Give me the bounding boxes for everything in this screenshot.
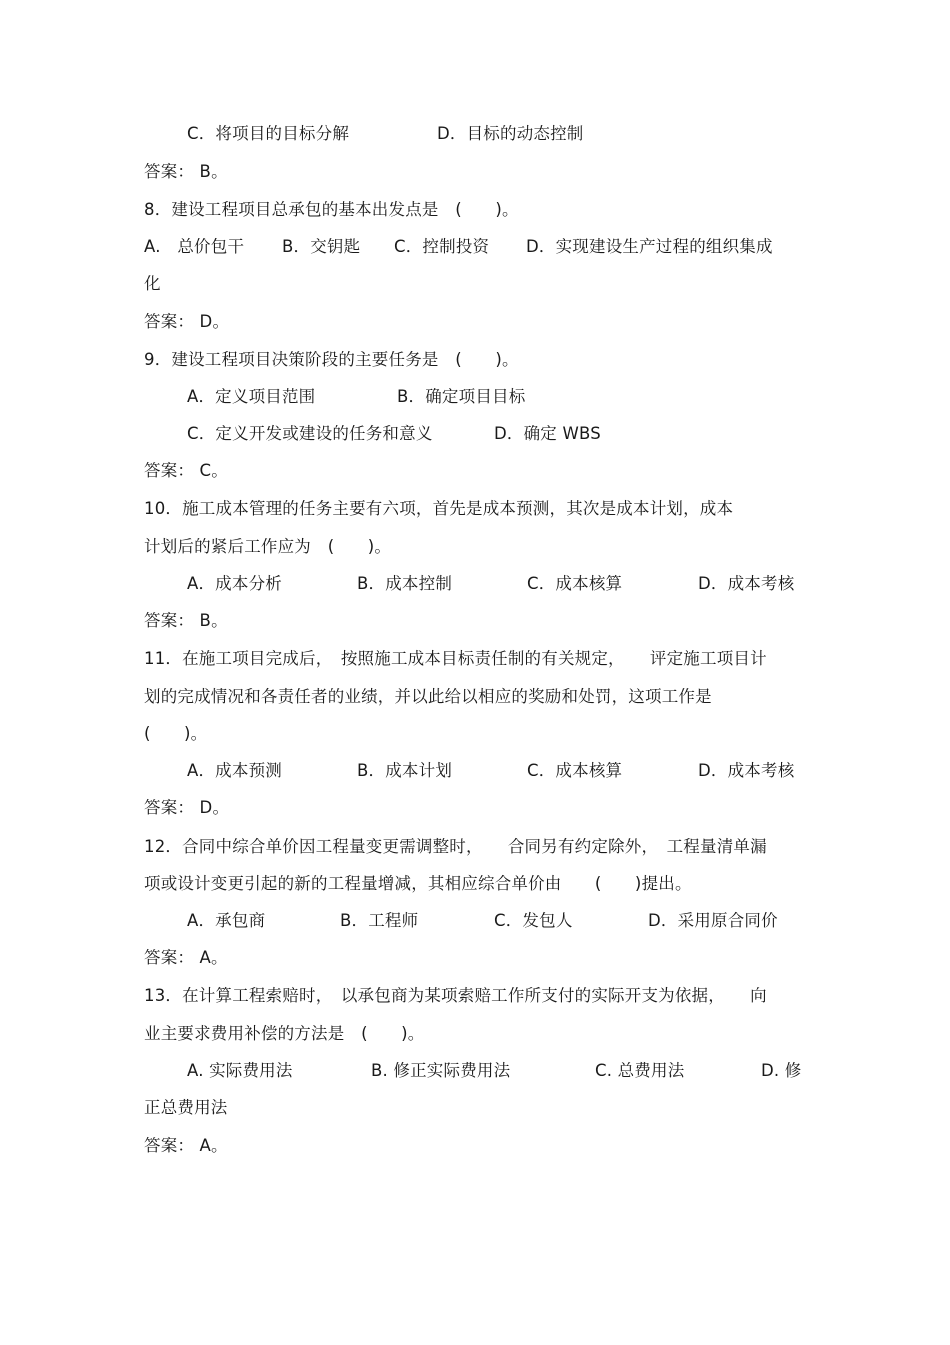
q9-option-b: B．确定项目目标 <box>397 387 526 406</box>
q10-answer: 答案： B。 <box>144 611 228 630</box>
q12-option-b: B．工程师 <box>340 911 419 930</box>
q8-stem: 8．建设工程项目总承包的基本出发点是 ( )。 <box>144 200 519 219</box>
q7-answer: 答案： B。 <box>144 162 228 181</box>
q8-option-a: A. 总价包干 <box>144 237 245 256</box>
q9-option-d: D．确定 WBS <box>494 424 601 443</box>
q8-option-d: D．实现建设生产过程的组织集成 <box>526 237 773 256</box>
q8-answer: 答案： D。 <box>144 312 230 331</box>
q12-option-d: D．采用原合同价 <box>648 911 778 930</box>
q11-answer: 答案： D。 <box>144 798 230 817</box>
q10-stem-line-1: 10．施工成本管理的任务主要有六项，首先是成本预测，其次是成本计划，成本 <box>144 499 734 518</box>
q7-option-d: D．目标的动态控制 <box>437 124 584 143</box>
q12-answer: 答案： A。 <box>144 948 228 967</box>
q10-option-a: A．成本分析 <box>187 574 282 593</box>
q13-answer: 答案： A。 <box>144 1136 228 1155</box>
q10-option-d: D．成本考核 <box>698 574 795 593</box>
q13-option-d: D. 修 <box>761 1061 802 1080</box>
q11-option-c: C．成本核算 <box>527 761 623 780</box>
q9-stem: 9．建设工程项目决策阶段的主要任务是 ( )。 <box>144 350 519 369</box>
q13-option-d-continued: 正总费用法 <box>144 1098 228 1117</box>
q11-option-d: D．成本考核 <box>698 761 795 780</box>
q13-stem-line-1: 13．在计算工程索赔时， 以承包商为某项索赔工作所支付的实际开支为依据， 向 <box>144 986 767 1005</box>
q8-option-b: B．交钥匙 <box>282 237 361 256</box>
q12-stem-line-2: 项或设计变更引起的新的工程量增减，其相应综合单价由 ( )提出。 <box>144 874 692 893</box>
q11-stem-line-3: ( )。 <box>144 724 208 743</box>
q12-option-c: C．发包人 <box>494 911 573 930</box>
q11-option-b: B．成本计划 <box>357 761 453 780</box>
q9-option-c: C．定义开发或建设的任务和意义 <box>187 424 433 443</box>
q12-option-a: A．承包商 <box>187 911 266 930</box>
q9-option-a: A．定义项目范围 <box>187 387 316 406</box>
q13-option-c: C. 总费用法 <box>595 1061 685 1080</box>
q9-answer: 答案： C。 <box>144 461 228 480</box>
q11-stem-line-1: 11．在施工项目完成后， 按照施工成本目标责任制的有关规定， 评定施工项目计 <box>144 649 767 668</box>
q13-option-b: B. 修正实际费用法 <box>371 1061 511 1080</box>
q7-option-c: C．将项目的目标分解 <box>187 124 350 143</box>
q11-stem-line-2: 划的完成情况和各责任者的业绩，并以此给以相应的奖励和处罚，这项工作是 <box>144 687 712 706</box>
q12-stem-line-1: 12．合同中综合单价因工程量变更需调整时， 合同另有约定除外， 工程量清单漏 <box>144 837 767 856</box>
q8-option-c: C．控制投资 <box>394 237 490 256</box>
q10-option-c: C．成本核算 <box>527 574 623 593</box>
q13-stem-line-2: 业主要求费用补偿的方法是 ( )。 <box>144 1024 425 1043</box>
q11-option-a: A．成本预测 <box>187 761 282 780</box>
q13-option-a: A. 实际费用法 <box>187 1061 293 1080</box>
q8-option-d-continued: 化 <box>144 274 161 293</box>
q10-option-b: B．成本控制 <box>357 574 453 593</box>
q10-stem-line-2: 计划后的紧后工作应为 ( )。 <box>144 537 392 556</box>
